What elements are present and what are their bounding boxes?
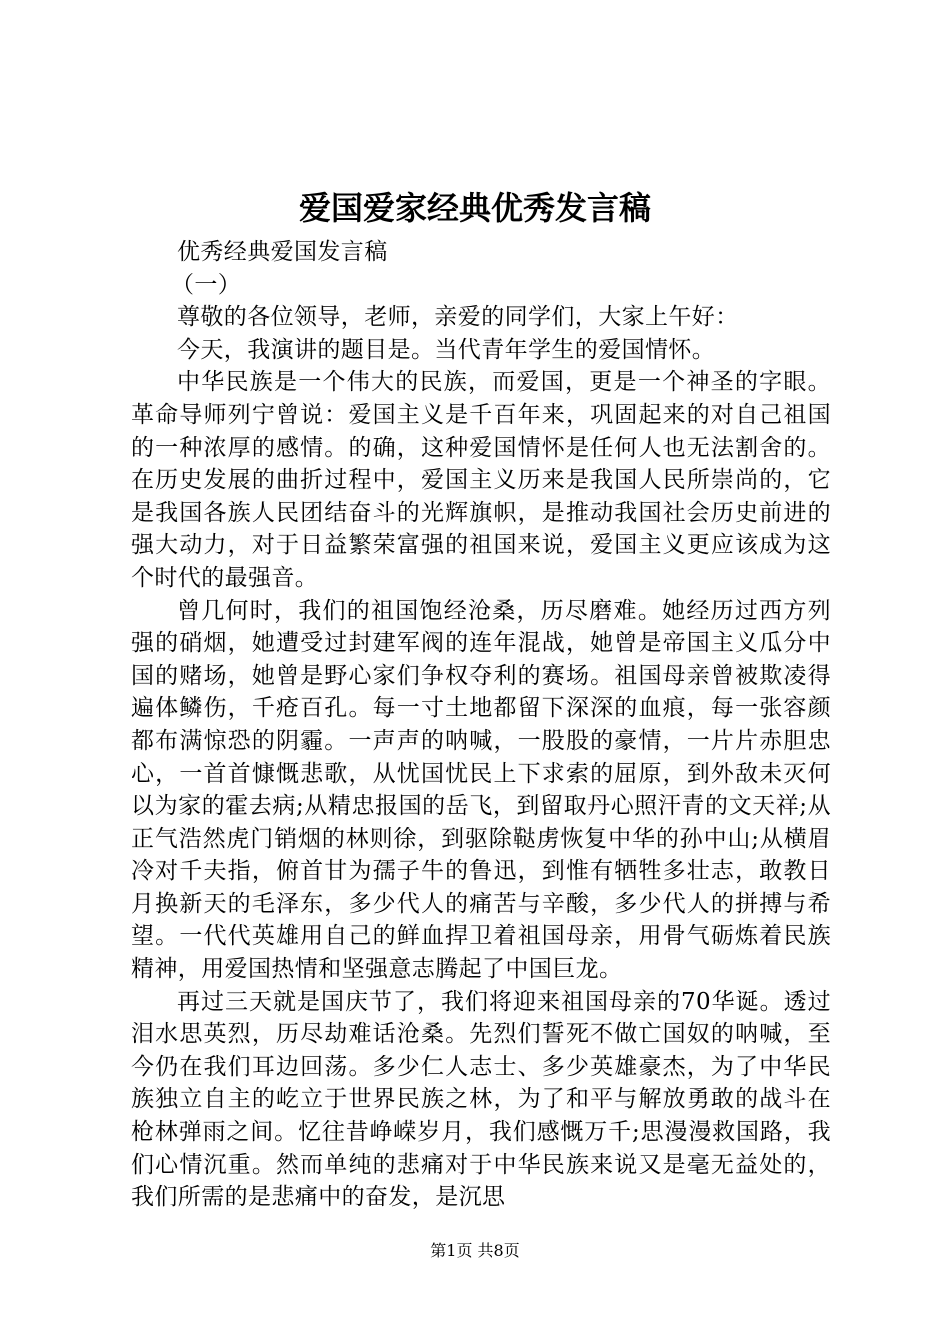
document-title: 爱国爱家经典优秀发言稿 <box>298 189 651 227</box>
body-paragraph: 中华民族是一个伟大的民族，而爱国，更是一个神圣的字眼。革命导师列宁曾说：爱国主义是千百年来，巩固起来的对自己祖国的一种浓厚的感情。的确，这种爱国情怀是任何人也无法割舍的。在历史发展的曲折过程中，爱国主义历来是我国人民所崇尚的，它是我国各族人民团结奋斗的光辉旗帜，是推动我国社会历史前进的强大动力，对于日益繁荣富强的祖国来说，爱国主义更应该成为这个时代的最强音。 <box>131 369 831 591</box>
document-body <box>131 236 831 1214</box>
topic-paragraph: 今天，我演讲的题目是。当代青年学生的爱国情怀。 <box>177 336 716 363</box>
body-paragraph: 曾几何时，我们的祖国饱经沧桑，历尽磨难。她经历过西方列强的硝烟，她遭受过封建军阀的连年混战，她曾是帝国主义瓜分中国的赌场，她曾是野心家们争权夺利的赛场。祖国母亲曾被欺凌得遍体鳞伤，千疮百孔。每一寸土地都留下深深的血痕，每一张容颜都布满惊恐的阴霾。一声声的呐喊，一股股的豪情，一片片赤胆忠心，一首首慷慨悲歌，从忧国忧民上下求索的屈原，到外敌未灭何以为家的霍去病;从精忠报国的岳飞，到留取丹心照汗青的文天祥;从正气浩然虎门销烟的林则徐，到驱除鞑虏恢复中华的孙中山;从横眉冷对千夫指，俯首甘为孺子牛的鲁迅，到惟有牺牲多壮志，敢教日月换新天的毛泽东，多少代人的痛苦与辛酸，多少代人的拼搏与希望。一代代英雄用自己的鲜血捍卫着祖国母亲，用骨气砺炼着民族精神，用爱国热情和坚强意志腾起了中国巨龙。 <box>131 597 831 983</box>
page-number-footer: 第1页 共8页 <box>430 1241 520 1260</box>
subtitle-paragraph: 优秀经典爱国发言稿 <box>177 239 388 265</box>
section-number-paragraph: （一） <box>171 271 242 298</box>
body-paragraph: 再过三天就是国庆节了，我们将迎来祖国母亲的70华诞。透过泪水思英烈，历尽劫难话沧桑。先烈们誓死不做亡国奴的呐喊，至今仍在我们耳边回荡。多少仁人志士、多少英雄豪杰，为了中华民族独立自主的屹立于世界民族之林，为了和平与解放勇敢的战斗在枪林弹雨之间。忆往昔峥嵘岁月，我们感慨万千;思漫漫救国路，我们心情沉重。然而单纯的悲痛对于中华民族来说又是毫无益处的，我们所需的是悲痛中的奋发，是沉思 <box>131 988 831 1211</box>
greeting-paragraph: 尊敬的各位领导，老师，亲爱的同学们，大家上午好： <box>177 304 739 331</box>
